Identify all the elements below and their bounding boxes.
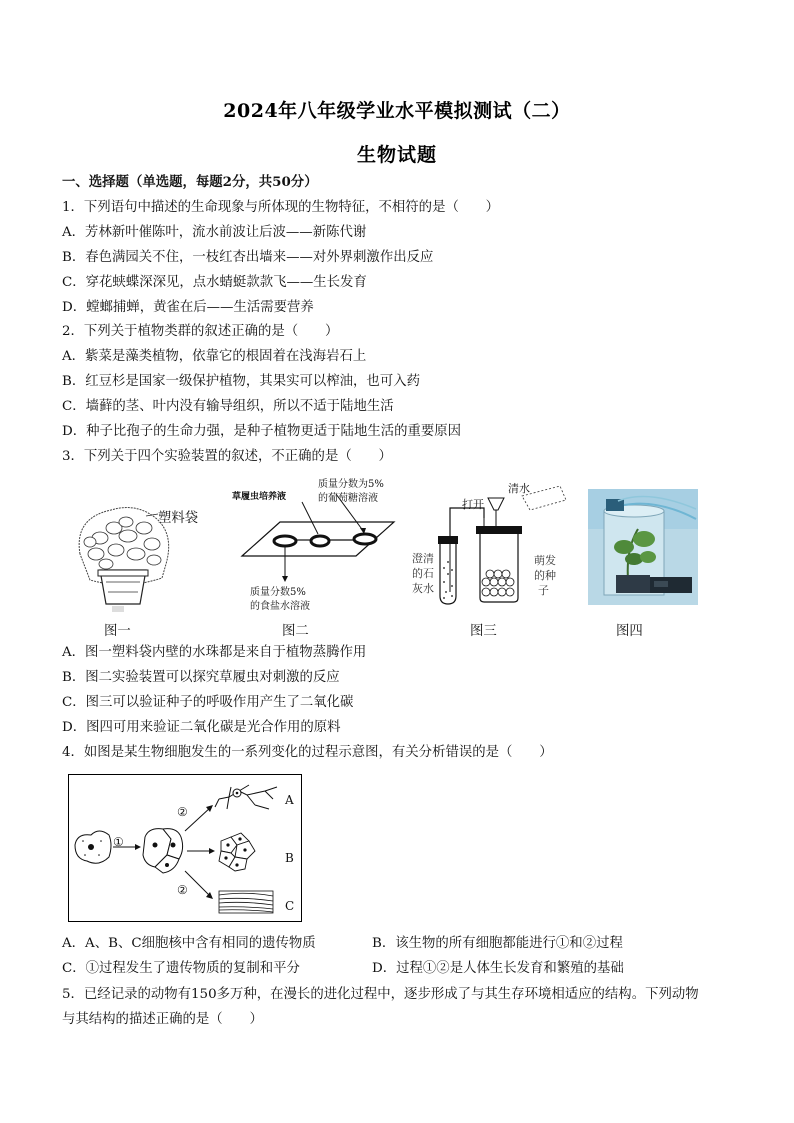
- figure-3-label-lime-2: 的石: [412, 567, 434, 580]
- question-4-option-b: B．该生物的所有细胞都能进行①和②过程: [372, 936, 623, 951]
- question-2-option-b: B．红豆杉是国家一级保护植物，其果实可以榨油，也可入药: [62, 374, 420, 389]
- question-1-option-b: B．春色满园关不住，一枝红杏出墙来——对外界刺激作出反应: [62, 250, 434, 265]
- diagram-label-b: B: [285, 851, 294, 865]
- page-subtitle: 生物试题: [356, 144, 437, 166]
- question-1-option-a: A．芳林新叶催陈叶，流水前波让后波——新陈代谢: [62, 225, 367, 240]
- question-5-stem-line-2: 与其结构的描述正确的是（ ）: [62, 1012, 263, 1027]
- figure-1-label-bag: 塑料袋: [158, 511, 199, 526]
- question-2-option-c: C．墙藓的茎、叶内没有输导组织，所以不适于陆地生活: [62, 399, 394, 414]
- question-4-option-a: A．A、B、C细胞核中含有相同的遗传物质: [62, 936, 316, 951]
- question-3-option-d: D．图四可用来验证二氧化碳是光合作用的原料: [62, 720, 341, 735]
- page-title: 2024年八年级学业水平模拟测试（二）: [223, 100, 571, 122]
- figure-3-label-water: 清水: [508, 482, 530, 495]
- figure-3-label-lime-1: 澄清: [412, 552, 434, 565]
- figure-1-caption: 图一: [104, 624, 131, 639]
- question-3-option-b: B．图二实验装置可以探究草履虫对刺激的反应: [62, 670, 340, 685]
- figure-3-caption: 图三: [470, 624, 497, 639]
- diagram-step-1-marker: ①: [113, 835, 124, 849]
- question-2-option-a: A．紫菜是藻类植物，依靠它的根固着在浅海岩石上: [62, 349, 367, 364]
- question-1-option-d: D．螳螂捕蝉，黄雀在后——生活需要营养: [62, 300, 314, 315]
- question-2-option-d: D．种子比孢子的生命力强，是种子植物更适于陆地生活的重要原因: [62, 424, 462, 439]
- figure-3-label-open: 打开: [462, 498, 484, 511]
- question-3-option-a: A．图一塑料袋内壁的水珠都是来自于植物蒸腾作用: [62, 645, 367, 660]
- figure-2-label-glucose-2: 的葡萄糖溶液: [318, 493, 378, 504]
- cell-division-diagram: [68, 774, 302, 922]
- diagram-step-2a-marker: ②: [177, 805, 188, 819]
- figure-4-photosynthesis-setup: [588, 489, 698, 605]
- question-3-option-c: C．图三可以验证种子的呼吸作用产生了二氧化碳: [62, 695, 354, 710]
- figure-2-label-culture: 草履虫培养液: [232, 492, 287, 502]
- diagram-label-c: C: [285, 899, 295, 913]
- figure-3-label-seed-3: 子: [538, 584, 549, 597]
- figure-3-label-seed-1: 萌发: [534, 554, 556, 567]
- section-heading: 一、选择题（单选题，每题2分，共50分）: [62, 174, 318, 190]
- figure-3-label-lime-3: 灰水: [412, 582, 434, 595]
- figure-3-label-seed-2: 的种: [534, 569, 556, 582]
- question-4-option-c: C．①过程发生了遗传物质的复制和平分: [62, 961, 300, 976]
- figure-2-label-salt-2: 的食盐水溶液: [250, 601, 310, 612]
- question-3-stem: 3．下列关于四个实验装置的叙述，不正确的是（ ）: [62, 449, 392, 464]
- diagram-label-a: A: [285, 793, 294, 807]
- diagram-step-2b-marker: ②: [177, 883, 188, 897]
- question-1-option-c: C．穿花蛱蝶深深见，点水蜻蜓款款飞——生长发育: [62, 275, 367, 290]
- figure-4-caption: 图四: [616, 624, 643, 639]
- cell-division-drawing: [69, 775, 301, 921]
- question-2-stem: 2．下列关于植物类群的叙述正确的是（ ）: [62, 324, 339, 339]
- question-4-stem: 4．如图是某生物细胞发生的一系列变化的过程示意图，有关分析错误的是（ ）: [62, 745, 553, 760]
- figure-2-label-salt-1: 质量分数5%: [250, 587, 306, 598]
- question-4-option-d: D．过程①②是人体生长发育和繁殖的基础: [372, 961, 624, 976]
- figure-2-caption: 图二: [282, 624, 309, 639]
- figure-2-label-glucose-1: 质量分数为5%: [318, 479, 384, 490]
- question-5-stem-line-1: 5．已经记录的动物有150多万种，在漫长的进化过程中，逐步形成了与其生存环境相适应的结构。下列动物: [62, 987, 699, 1002]
- question-1-stem: 1．下列语句中描述的生命现象与所体现的生物特征，不相符的是（ ）: [62, 200, 500, 215]
